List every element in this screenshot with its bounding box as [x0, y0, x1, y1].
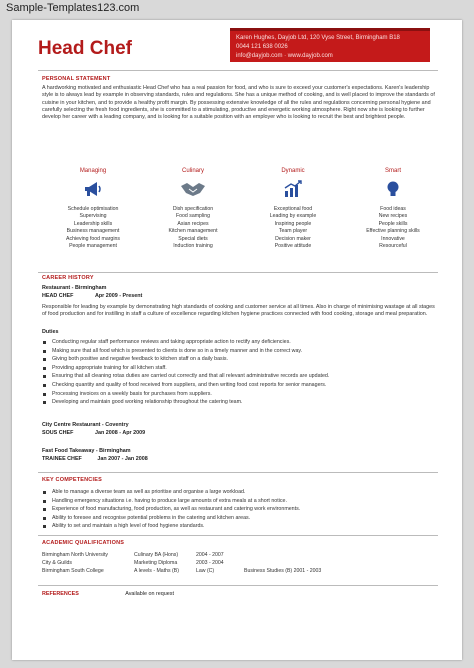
skill-item: Special diets	[178, 235, 208, 242]
skill-item: Effective planning skills	[366, 228, 420, 235]
megaphone-icon	[48, 178, 138, 200]
skill-item: Leading by example	[269, 213, 317, 220]
skill-item: Inspiring people	[274, 220, 312, 227]
skill-item: Schedule optimisation	[67, 206, 119, 212]
growth-chart-icon	[248, 178, 338, 200]
divider	[38, 272, 438, 273]
section-heading-competencies: KEY COMPETENCIES	[42, 477, 102, 483]
list-item: Providing appropriate training for all kitchen staff.	[42, 364, 437, 373]
skill-item: Asian recipes	[177, 220, 209, 227]
contact-line: info@dayjob.com · www.dayjob.com	[236, 53, 333, 59]
table-cell: Birmingham North University	[42, 552, 109, 558]
list-item: Processing invoices on a weekly basis for purchases from suppliers.	[42, 390, 437, 399]
skill-heading: Smart	[384, 168, 401, 174]
job-title: HEAD CHEF	[42, 293, 74, 299]
skill-item: People skills	[378, 220, 408, 227]
job-title-row	[42, 293, 142, 299]
skill-item: Decision maker	[275, 235, 311, 242]
divider	[38, 535, 438, 536]
table-cell: Marketing Diploma	[134, 560, 178, 567]
table-cell: A levels - Maths (B)	[134, 568, 179, 575]
job-title: TRAINEE CHEF	[42, 456, 82, 462]
skill-item: Achieving food margins	[66, 235, 120, 242]
list-item: Giving both positive and negative feedback to kitchen staff on a daily basis.	[42, 355, 437, 364]
section-heading-career: CAREER HISTORY	[42, 275, 94, 281]
list-item: Conducting regular staff performance reviews and taking appropriate action to rectify any deficiencies.	[42, 338, 437, 347]
duties-list	[42, 338, 437, 407]
section-heading-references: REFERENCES	[42, 591, 79, 597]
list-item: Ability to foresee and recognise potential problems in the catering and kitchen areas.	[42, 514, 437, 523]
job-employer: City Centre Restaurant - Coventry	[42, 422, 129, 428]
job-dates: Apr 2009 - Present	[94, 293, 143, 299]
list-item: Making sure that all food which is presented to clients is done so in a timely manner and in the correct way.	[42, 347, 437, 356]
section-heading-qualifications: ACADEMIC QUALIFICATIONS	[42, 540, 125, 546]
resume-page	[12, 20, 462, 660]
lightbulb-icon	[348, 178, 438, 200]
duties-label: Duties	[42, 329, 59, 335]
competencies-list	[42, 488, 437, 531]
skill-item: Innovative	[381, 235, 405, 242]
skill-item: New recipes	[378, 213, 408, 220]
job-employer: Fast Food Takeaway - Birmingham	[42, 448, 131, 454]
skill-heading: Dynamic	[281, 168, 305, 174]
job-title-row	[42, 430, 145, 436]
contact-box	[230, 28, 430, 62]
skills-grid	[48, 168, 438, 288]
divider	[38, 472, 438, 473]
skill-column-smart	[348, 168, 438, 250]
skill-item: Kitchen management	[168, 228, 218, 235]
skill-item: Exceptional food	[273, 206, 313, 212]
divider	[38, 585, 438, 586]
list-item: Checking quantity and quality of food received from suppliers, and then writing food cost reports for senior managers.	[42, 381, 437, 390]
list-item: Ensuring that all cleaning rotas duties are carried out correctly and that all relevant administrative records are updated.	[42, 372, 437, 381]
table-cell: Law (C)	[196, 568, 215, 575]
skill-item: Team player	[278, 228, 308, 235]
list-item: Ability to set and maintain a high level of food hygiene standards.	[42, 522, 437, 531]
skill-item: Resourceful	[379, 243, 407, 250]
table-row	[42, 559, 321, 567]
table-cell: Business Studies (B) 2001 - 2003	[244, 568, 322, 575]
skill-heading: Culinary	[181, 168, 204, 174]
skill-item: Food sampling	[175, 213, 211, 220]
table-cell: Birmingham South College	[42, 568, 104, 575]
list-item: Handling emergency situations i.e. having to produce large amounts of extra meals at a short notice.	[42, 497, 437, 506]
site-label: Sample-Templates123.com	[6, 2, 140, 14]
references-row	[42, 591, 174, 597]
job-dates: Jan 2007 - Jan 2008	[97, 456, 148, 462]
list-item: Experience of food manufacturing, food production, as well as restaurant and catering work environments.	[42, 505, 437, 514]
job-title-row	[42, 456, 148, 462]
table-row	[42, 551, 321, 559]
personal-statement-text: A hardworking motivated and enthusiastic Head Chef who has a real passion for food, and who is sure to exceed your customer's expectations. Karen's leadership style is to always lead by example in observing standards, rules and regulations. She has a unique method of cooking, and is well placed to improve the standards of cuisine in your kitchen, and to provide a healthy profit margin. By possessing extensive knowledge of all the rules and regulations concerning personal hygiene and carefully selecting the fresh food ingredients, she is committed to a stimulating, productive and energetic working atmosphere. Right now she is looking to further develop her career with a leading company, and is looking for a suitable position with an employer who is looking to recruit the best and brightest people.	[42, 85, 435, 121]
skill-item: Supervising	[79, 213, 107, 220]
handshake-icon	[148, 178, 238, 200]
table-row	[42, 567, 321, 575]
skill-column-dynamic	[248, 168, 338, 250]
skill-heading: Managing	[79, 168, 107, 174]
skill-item: Leadership skills	[73, 220, 113, 227]
skill-item: Dish specification	[172, 206, 214, 212]
table-cell: Culinary BA (Hons)	[134, 552, 179, 558]
skill-item: Positive attitude	[274, 243, 312, 250]
skill-item: Food ideas	[380, 206, 406, 212]
page-title: Head Chef	[38, 38, 132, 59]
table-cell: City & Guilds	[42, 560, 72, 567]
job-employer: Restaurant - Birmingham	[42, 285, 107, 291]
job-description: Responsible for leading by example by demonstrating high standards of cooking and customer service at all times. Also in charge of minimising wastage at all stages of food production and for instilling in staff a culture of excellence regarding kitchen hygiene practices connected with food cooking, storage and meal preparation.	[42, 304, 435, 318]
list-item: Able to manage a diverse team as well as prioritise and organise a large workload.	[42, 488, 437, 497]
skill-item: Induction training	[173, 243, 213, 250]
contact-line: Karen Hughes, Dayjob Ltd, 120 Vyse Street, Birmingham B18	[236, 35, 400, 41]
references-text: Available on request	[125, 591, 174, 597]
job-title: SOUS CHEF	[42, 430, 74, 436]
skill-item: People management	[69, 243, 117, 250]
contact-line: 0044 121 638 0026	[236, 44, 288, 50]
skill-column-managing	[48, 168, 138, 250]
table-cell: 2004 - 2007	[196, 552, 224, 558]
table-cell: 2003 - 2004	[196, 560, 224, 567]
qualifications-table	[42, 551, 321, 576]
section-heading-personal: PERSONAL STATEMENT	[42, 76, 111, 82]
skill-item: Business management	[66, 228, 120, 235]
list-item: Developing and maintain good working relationship throughout the catering team.	[42, 398, 437, 407]
skill-column-culinary	[148, 168, 238, 250]
divider	[38, 70, 438, 71]
job-dates: Jan 2008 - Apr 2009	[94, 430, 146, 436]
